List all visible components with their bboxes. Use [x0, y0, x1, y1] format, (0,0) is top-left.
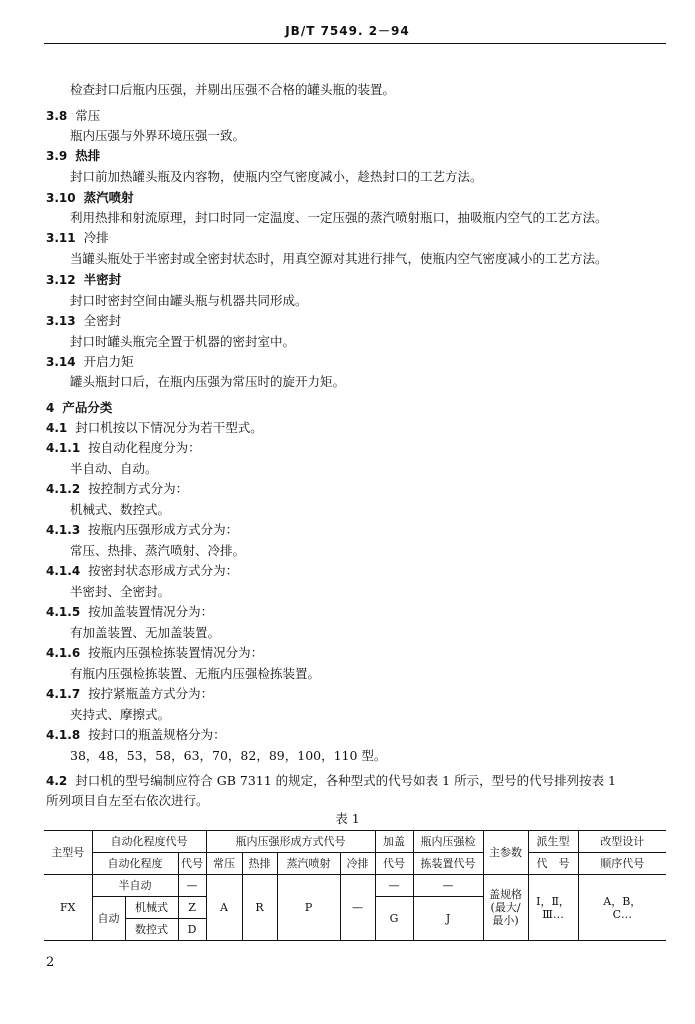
section-title: 封口机的型号编制应符合 GB 7311 的规定，各种型式的代号如表 1 所示，型号的代号排列按表 1: [75, 773, 616, 788]
th-automation-code: 自动化程度代号: [92, 831, 206, 853]
cell-semi-code: —: [178, 875, 206, 897]
section-title: 按瓶内压强形成方式分为：: [88, 522, 239, 537]
th-automation-level: 自动化程度: [92, 853, 178, 875]
section-heading: [46, 400, 112, 416]
section-title: 按控制方式分为：: [88, 481, 189, 496]
body-line: [70, 748, 386, 764]
cell-cold-code: —: [340, 875, 375, 941]
body-line: [70, 707, 170, 723]
th-redesign-code: 顺序代号: [578, 853, 666, 875]
section-title: 封口机按以下情况分为若干型式。: [75, 420, 263, 435]
th-derived: 派生型: [528, 831, 578, 853]
derived-line-1: Ⅰ，Ⅱ，: [536, 894, 570, 908]
section-number: 4.1.5: [46, 605, 81, 619]
th-cold: 冷排: [340, 853, 375, 875]
cell-lid-dash: —: [375, 875, 413, 897]
param-line-2: (最大/: [490, 901, 521, 914]
paragraph-text: 所列项目自左至右依次进行。: [46, 793, 209, 808]
th-derived-code: 代 号: [528, 853, 578, 875]
redesign-line-1: A，B，: [603, 894, 642, 908]
section-number: 4.1: [46, 421, 68, 435]
th-check: 瓶内压强检: [413, 831, 483, 853]
th-normal: 常压: [206, 853, 242, 875]
paragraph-text: 封口时密封空间由罐头瓶与机器共同形成。: [70, 293, 308, 308]
param-line-3: 最小): [492, 914, 519, 927]
th-main-param: 主参数: [483, 831, 528, 875]
header-rule: [44, 43, 666, 44]
section-title: 半密封: [83, 272, 122, 287]
body-line: [70, 374, 345, 390]
paragraph-text: 罐头瓶封口后，在瓶内压强为常压时的旋开力矩。: [70, 374, 346, 389]
page-number: 2: [46, 955, 55, 970]
th-main-model: 主型号: [44, 831, 92, 875]
section-heading: [46, 440, 201, 456]
section-number: 4: [46, 401, 55, 415]
section-heading: [46, 481, 188, 497]
paragraph-text: 夹持式、摩擦式。: [70, 707, 171, 722]
table-caption: 表 1: [335, 811, 360, 826]
section-number: 4.1.7: [46, 687, 81, 701]
section-number: 3.12: [46, 273, 76, 287]
paragraph-text: 封口前加热罐头瓶及内容物，使瓶内空气密度减小，趁热封口的工艺方法。: [70, 169, 483, 184]
section-title: 热排: [75, 148, 101, 163]
body-line: [70, 502, 170, 518]
section-heading: [46, 272, 121, 288]
cell-semi-auto: 半自动: [92, 875, 178, 897]
table-header-row-1: [44, 831, 666, 853]
body-line: [70, 334, 295, 350]
body-line: [70, 625, 220, 641]
param-line-1: 盖规格: [489, 888, 523, 901]
paragraph-text: 检查封口后瓶内压强，并剔出压强不合格的罐头瓶的装置。: [70, 82, 396, 97]
section-number: 4.1.8: [46, 728, 81, 742]
cell-numeric-control-code: D: [178, 919, 206, 941]
body-line: [70, 293, 308, 309]
cell-normal-code: A: [206, 875, 242, 941]
body-line: [46, 793, 209, 809]
cell-hot-code: R: [242, 875, 277, 941]
cell-check-dash: —: [413, 875, 483, 897]
cell-main-param: [483, 875, 528, 941]
section-number: 4.1.4: [46, 564, 81, 578]
body-line: [70, 210, 608, 226]
section-title: 按密封状态形成方式分为：: [88, 563, 239, 578]
paragraph-text: 机械式、数控式。: [70, 502, 171, 517]
section-number: 4.2: [46, 774, 68, 788]
section-heading: [46, 604, 213, 620]
section-title: 开启力矩: [83, 354, 134, 369]
paragraph-text: 半密封、全密封。: [70, 584, 171, 599]
cell-numeric-control: 数控式: [125, 919, 178, 941]
th-check-code: 拣装置代号: [413, 853, 483, 875]
paragraph-text: 利用热排和射流原理，封口时同一定温度、一定压强的蒸汽喷射瓶口，抽吸瓶内空气的工艺方法。: [70, 210, 608, 225]
section-title: 产品分类: [62, 400, 113, 415]
paragraph-text: 常压、热排、蒸汽喷射、冷排。: [70, 543, 246, 558]
section-heading: [46, 354, 134, 370]
cell-mechanical: 机械式: [125, 897, 178, 919]
redesign-line-2: C…: [612, 907, 632, 921]
th-steam: 蒸汽喷射: [277, 853, 340, 875]
section-heading: [46, 645, 263, 661]
cell-auto: 自动: [92, 897, 125, 941]
cell-derived: [528, 875, 578, 941]
section-title: 按自动化程度分为：: [88, 440, 201, 455]
cell-check-code: J: [413, 897, 483, 941]
body-line: [70, 543, 245, 559]
section-number: 4.1.3: [46, 523, 81, 537]
section-number: 4.1.1: [46, 441, 81, 455]
section-title: 全密封: [83, 313, 122, 328]
section-heading: [46, 727, 226, 743]
cell-mechanical-code: Z: [178, 897, 206, 919]
section-number: 3.8: [46, 109, 68, 123]
th-lid: 加盖: [375, 831, 413, 853]
section-heading: [46, 420, 263, 436]
section-title: 按瓶内压强检拣装置情况分为：: [88, 645, 264, 660]
th-lid-code: 代号: [375, 853, 413, 875]
derived-line-2: Ⅲ…: [542, 907, 564, 921]
section-number: 4.1.2: [46, 482, 81, 496]
section-title: 常压: [75, 108, 101, 123]
section-number: 3.14: [46, 355, 76, 369]
section-heading: [46, 230, 109, 246]
cell-main-model: FX: [44, 875, 92, 941]
section-heading: [46, 563, 238, 579]
cell-steam-code: P: [277, 875, 340, 941]
section-title: 蒸汽喷射: [83, 190, 134, 205]
cell-lid-code: G: [375, 897, 413, 941]
section-number: 4.1.6: [46, 646, 81, 660]
body-line: [70, 251, 608, 267]
section-heading: [46, 686, 213, 702]
section-title: 按封口的瓶盖规格分为：: [88, 727, 226, 742]
standard-code-header: JB/T 7549. 2－94: [285, 24, 410, 38]
paragraph-text: 有加盖装置、无加盖装置。: [70, 625, 221, 640]
table-1: [44, 830, 666, 941]
section-heading: [46, 190, 134, 206]
th-code: 代号: [178, 853, 206, 875]
section-title: 冷排: [83, 230, 109, 245]
body-line: [70, 128, 245, 144]
paragraph-text: 当罐头瓶处于半密封或全密封状态时，用真空源对其进行排气，使瓶内空气密度减小的工艺方法。: [70, 251, 608, 266]
cell-redesign: [578, 875, 666, 941]
body-line: [70, 461, 158, 477]
paragraph-text: 封口时罐头瓶完全置于机器的密封室中。: [70, 334, 296, 349]
section-number: 3.9: [46, 149, 68, 163]
body-line: [70, 169, 483, 185]
section-heading: [46, 522, 238, 538]
section-heading: [46, 108, 100, 124]
section-number: 3.10: [46, 191, 76, 205]
th-pressure-code: 瓶内压强形成方式代号: [206, 831, 375, 853]
table-header-row-2: [44, 853, 666, 875]
section-number: 3.11: [46, 231, 76, 245]
paragraph-text: 38，48，53，58，63，70，82，89，100，110 型。: [70, 748, 387, 763]
body-line: [70, 82, 395, 98]
paragraph-text: 瓶内压强与外界环境压强一致。: [70, 128, 246, 143]
section-heading: [46, 773, 616, 789]
section-number: 3.13: [46, 314, 76, 328]
section-title: 按加盖装置情况分为：: [88, 604, 214, 619]
section-heading: [46, 148, 100, 164]
th-redesign: 改型设计: [578, 831, 666, 853]
paragraph-text: 半自动、自动。: [70, 461, 158, 476]
paragraph-text: 有瓶内压强检拣装置、无瓶内压强检拣装置。: [70, 666, 321, 681]
th-hot: 热排: [242, 853, 277, 875]
section-heading: [46, 313, 121, 329]
body-line: [70, 584, 170, 600]
table-row: [44, 875, 666, 897]
body-line: [70, 666, 320, 682]
section-title: 按拧紧瓶盖方式分为：: [88, 686, 214, 701]
